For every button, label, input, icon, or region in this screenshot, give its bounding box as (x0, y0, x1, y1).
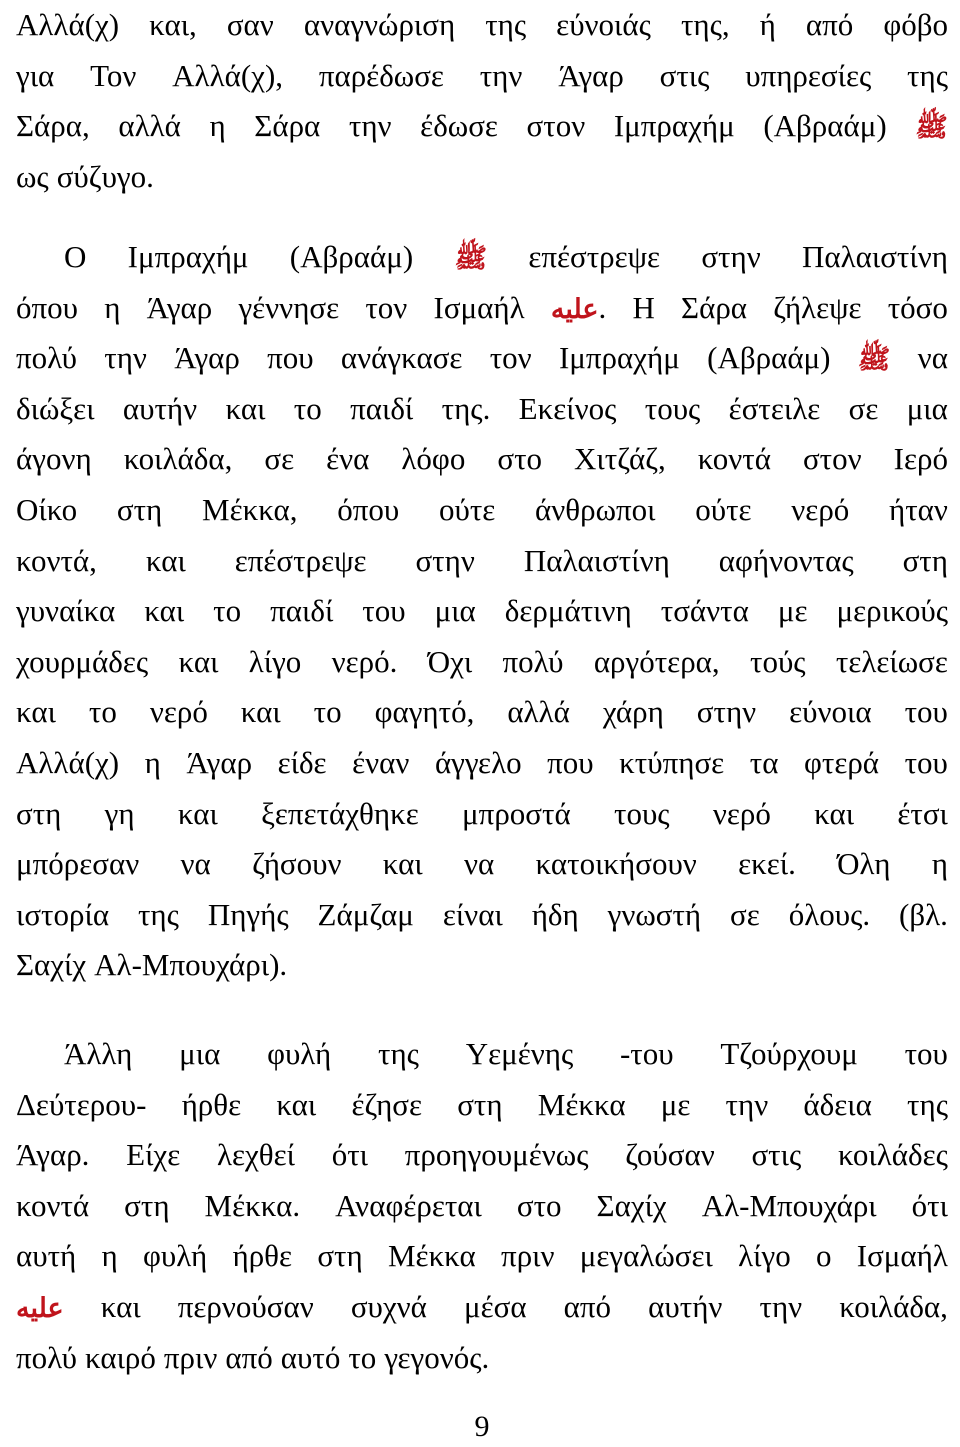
word: αλλά (118, 108, 181, 144)
word: αλλά (507, 694, 570, 730)
word: στην (701, 239, 761, 274)
word: τόσο (887, 289, 948, 325)
word: άνθρωποι (535, 491, 656, 527)
paragraph-2 (16, 232, 948, 991)
word: γέννησε (238, 289, 340, 325)
word: της (137, 896, 179, 932)
text-line (16, 1080, 948, 1131)
word: συχνά (350, 1288, 427, 1324)
word: του (904, 744, 948, 780)
word: λίγο (738, 1238, 791, 1274)
word: αυτό (280, 1339, 341, 1375)
word: του (362, 593, 406, 629)
word: πριν (501, 1238, 555, 1274)
word: Παλαιστίνη (801, 239, 948, 274)
word: λεχθεί (216, 1137, 295, 1173)
word: στη (124, 1187, 170, 1223)
word: φυλή (267, 1036, 332, 1071)
word: μια (906, 390, 948, 426)
word: το (88, 694, 117, 730)
word: διώξει (16, 390, 95, 426)
word: χάρη (602, 694, 664, 730)
word: -του (619, 1036, 674, 1071)
word: εκεί. (738, 846, 796, 882)
word: την (479, 57, 523, 93)
word: η (101, 1238, 118, 1274)
word: στο (497, 441, 543, 477)
word: της (378, 1036, 419, 1071)
word: Αλλά(χ) (16, 7, 120, 42)
word: της. (441, 390, 491, 426)
word: προηγουμένως (404, 1137, 589, 1173)
word: Αναφέρεται (335, 1187, 482, 1223)
word: έστειλε (728, 390, 821, 426)
word: τούς (749, 643, 806, 679)
word: Τον (90, 57, 137, 93)
word: ξεπετάχθηκε (261, 795, 419, 831)
word: ήρθε (232, 1238, 293, 1274)
word: λόφο (401, 441, 466, 477)
word: σε (730, 896, 760, 932)
word: Οίκο (16, 491, 78, 527)
word: αυτήν (122, 390, 198, 426)
word: ιστορία (16, 896, 110, 932)
paragraph-1 (16, 0, 948, 202)
word: παιδί (350, 390, 414, 426)
word: ζήσουν (252, 846, 342, 882)
word: ή (759, 7, 776, 42)
word: και (225, 390, 266, 426)
word: την (725, 1086, 769, 1122)
word: η (931, 846, 948, 882)
word: άδεια (803, 1086, 872, 1122)
word: Μέκκα, (202, 491, 298, 527)
word: γεγονός. (384, 1339, 490, 1375)
text-line (16, 637, 948, 688)
word: Εκείνος (518, 390, 617, 426)
peace-upon-him-seal-icon: ﷺ (857, 344, 891, 375)
word: από (225, 1339, 273, 1375)
word: η (209, 108, 226, 144)
word: και (814, 795, 855, 831)
word: παρέδωσε (318, 57, 444, 93)
text-line (16, 152, 948, 203)
word: γνωστή (607, 896, 702, 932)
word: την (348, 108, 392, 144)
word: και (100, 1288, 141, 1324)
text-line (16, 687, 948, 738)
word: Τζούρχουμ (720, 1036, 858, 1071)
word: Ιμπραχήμ (613, 108, 735, 144)
word: το (293, 390, 322, 426)
word: από (805, 7, 854, 42)
word: ένα (326, 441, 370, 477)
word: μπόρεσαν (16, 846, 140, 882)
word: και (16, 694, 56, 730)
word: του (904, 1036, 948, 1071)
text-line (16, 1181, 948, 1232)
word: μέσα (463, 1288, 527, 1324)
word: νερό. (331, 643, 398, 679)
word: Μέκκα (537, 1086, 626, 1122)
alayhi-salam-seal-icon: عليه (550, 293, 599, 324)
text-line (16, 940, 948, 991)
word: την (104, 340, 147, 376)
word: στη (16, 795, 62, 831)
word: Μέκκα. (204, 1187, 301, 1223)
word: σε (848, 390, 879, 426)
word: Αλλά(χ) (16, 744, 120, 780)
word: και (382, 846, 423, 882)
word: το (213, 593, 242, 629)
word: στον (526, 108, 586, 144)
word: στη (317, 1238, 363, 1274)
word: και (145, 542, 186, 578)
word: κοιλάδες (837, 1137, 948, 1173)
word: κοιλάδα, (123, 441, 233, 477)
word: μερικούς (836, 593, 948, 629)
word: Σαχίχ (16, 947, 87, 983)
word: τα (749, 744, 779, 780)
page-number: 9 (474, 1410, 490, 1443)
text-line (16, 789, 948, 840)
word: Σάρα (681, 289, 748, 325)
word: στις (751, 1137, 802, 1173)
word: νερό (149, 694, 208, 730)
word: όλους. (788, 896, 871, 932)
peace-upon-him-seal-icon: ﷺ (915, 112, 948, 143)
text-line (16, 1029, 948, 1080)
word: όπου (337, 491, 400, 527)
word: του (904, 694, 948, 730)
word: Δεύτερου- (16, 1086, 147, 1122)
word: περνούσαν (177, 1288, 314, 1324)
word: να (463, 846, 495, 882)
word: Είχε (126, 1137, 181, 1173)
word: τους (644, 390, 701, 426)
word: Άγαρ (186, 744, 253, 780)
word: Η (632, 289, 655, 325)
word: χουρμάδες (16, 643, 149, 679)
word: ήταν (889, 491, 948, 527)
text-line (16, 536, 948, 587)
word: πολύ (16, 340, 77, 376)
text-line (16, 101, 948, 152)
text-line (16, 1282, 948, 1333)
text-line (16, 839, 948, 890)
text-line (16, 586, 948, 637)
word: τσάντα (660, 593, 749, 629)
word: σαν (226, 7, 274, 42)
word: στην (415, 542, 475, 578)
word: πριν (163, 1339, 218, 1375)
word: με (660, 1086, 691, 1122)
word: της (907, 57, 948, 93)
word: φτερά (803, 744, 880, 780)
word: καιρό (84, 1339, 156, 1375)
word: Παλαιστίνη (523, 542, 670, 578)
word: μεγαλώσει (579, 1238, 713, 1274)
word: με (777, 593, 808, 629)
word: έτσι (897, 795, 948, 831)
word: (Αβραάμ) (289, 239, 414, 274)
word: τον (489, 340, 532, 376)
word: σε (264, 441, 295, 477)
word: Σάρα, (16, 108, 90, 144)
word: Άγαρ (146, 289, 213, 325)
word: νερό (791, 491, 850, 527)
word: στη (116, 491, 163, 527)
word: της, (680, 7, 730, 42)
text-line (16, 232, 948, 283)
word: έδωσε (420, 108, 498, 144)
alayhi-salam-seal-icon: عليه (16, 1292, 64, 1323)
word: Υεμένης (465, 1036, 574, 1071)
word: ζούσαν (625, 1137, 715, 1173)
word: υπηρεσίες (745, 57, 872, 93)
text-line (16, 384, 948, 435)
word: πολύ (502, 643, 564, 679)
word: της (485, 7, 527, 42)
word: φυλή (143, 1238, 208, 1274)
text-line (16, 738, 948, 789)
word: στην (696, 694, 757, 730)
word: της (907, 1086, 948, 1122)
word: τον (365, 289, 408, 325)
text-line (16, 333, 948, 384)
word: φόβο (883, 7, 948, 42)
word: κοντά (697, 441, 771, 477)
text-line (16, 51, 948, 102)
word: να (180, 846, 211, 882)
word: ούτε (695, 491, 752, 527)
word: και, (149, 7, 197, 42)
word: στις (659, 57, 710, 93)
text-line (16, 1333, 948, 1384)
text-line (16, 1231, 948, 1282)
word: άγονη (16, 441, 92, 477)
word: Μέκκα (387, 1238, 476, 1274)
word: πολύ (16, 1339, 77, 1375)
text-line (16, 890, 948, 941)
word: Αλλά(χ), (172, 57, 284, 93)
word: αναγνώριση (303, 7, 456, 42)
word: Ισμαήλ (433, 289, 525, 325)
word: η (144, 744, 161, 780)
word: για (16, 57, 55, 93)
word: στη (457, 1086, 503, 1122)
text-line (16, 434, 948, 485)
word: ζήλεψε (773, 289, 862, 325)
word: και (177, 795, 218, 831)
word: επέστρεψε (528, 239, 661, 274)
word: τελείωσε (835, 643, 948, 679)
word: ανάγκασε (340, 340, 463, 376)
word: Ζάμζαμ (317, 896, 414, 932)
word: Πηγής (207, 896, 289, 932)
word: κοντά, (16, 542, 97, 578)
word: και (144, 593, 185, 629)
word: είναι (442, 896, 503, 932)
word: κτύπησε (619, 744, 725, 780)
word: Άγαρ. (16, 1137, 90, 1173)
word: (Αβραάμ) (707, 340, 831, 376)
word: να (917, 340, 948, 376)
word: όπου (16, 289, 78, 325)
word: εύνοιάς (556, 7, 651, 42)
word: (βλ. (899, 896, 948, 932)
word: από (563, 1288, 612, 1324)
word: Αλ-Μπουχάρι). (94, 947, 288, 983)
word: αυτή (16, 1238, 77, 1274)
word: κοντά (16, 1187, 90, 1223)
word: ήρθε (181, 1086, 242, 1122)
word: μια (179, 1036, 221, 1071)
word: αυτήν (648, 1288, 723, 1324)
word: φαγητό, (374, 694, 475, 730)
word: στη (902, 542, 948, 578)
word: Αλ-Μπουχάρι (701, 1187, 877, 1223)
word: Ιμπραχήμ (127, 239, 249, 274)
word: αργότερα, (593, 643, 720, 679)
word: Όλη (837, 846, 891, 882)
peace-upon-him-seal-icon (454, 232, 487, 284)
peace-upon-him-seal-icon (915, 101, 948, 153)
alayhi-salam-seal-icon (16, 1282, 64, 1334)
word: Ο (64, 239, 87, 274)
word: μια (434, 593, 476, 629)
word: αφήνοντας (718, 542, 854, 578)
word: άγγελο (434, 744, 522, 780)
word: δερμάτινη (504, 593, 632, 629)
word: Άγαρ (558, 57, 624, 93)
word: που (267, 340, 314, 376)
word: ότι (331, 1137, 369, 1173)
word: ότι (911, 1187, 948, 1223)
word: το (348, 1339, 377, 1375)
word: και (276, 1086, 317, 1122)
word: παιδί (270, 593, 334, 629)
word: Σάρα (254, 108, 321, 144)
word: Όχι (427, 643, 473, 679)
word: κοιλάδα, (839, 1288, 948, 1324)
text-line (16, 485, 948, 536)
word: μπροστά (462, 795, 571, 831)
word: είδε (277, 744, 327, 780)
word: το (313, 694, 342, 730)
word: που (547, 744, 594, 780)
word: η (104, 289, 121, 325)
word: κατοικήσουν (535, 846, 697, 882)
word: και (178, 643, 219, 679)
word: την (759, 1288, 803, 1324)
paragraph-3 (16, 1029, 948, 1383)
peace-upon-him-seal-icon: ﷺ (454, 243, 488, 273)
word: ο (816, 1238, 832, 1274)
book-page (16, 0, 948, 1444)
text-line (16, 283, 948, 334)
word: ως (16, 158, 49, 194)
word: ήδη (531, 896, 579, 932)
word: σύζυγο. (56, 158, 154, 194)
word: Άγαρ (174, 340, 240, 376)
word: γυναίκα (16, 593, 116, 629)
word: στο (516, 1187, 562, 1223)
word: και (240, 694, 281, 730)
word: εύνοια (789, 694, 872, 730)
text-line (16, 0, 948, 51)
word: Άλλη (64, 1036, 133, 1071)
word: Ισμαήλ (856, 1238, 948, 1274)
peace-upon-him-seal-icon (858, 333, 891, 385)
word: στον (802, 441, 862, 477)
text-line (16, 1130, 948, 1181)
word: επέστρεψε (234, 542, 367, 578)
word: Χιτζάζ, (574, 441, 666, 477)
word: τους (613, 795, 670, 831)
word: έναν (352, 744, 410, 780)
word: έζησε (351, 1086, 423, 1122)
word: ούτε (438, 491, 496, 527)
word: Ιερό (893, 441, 948, 477)
word: γη (104, 795, 135, 831)
word: Σαχίχ (596, 1187, 667, 1223)
word: . (598, 289, 607, 325)
word: νερό (712, 795, 771, 831)
word: λίγο (248, 643, 302, 679)
word: (Αβραάμ) (763, 108, 887, 144)
alayhi-salam-seal-icon (551, 283, 606, 335)
word: Ιμπραχήμ (558, 340, 680, 376)
